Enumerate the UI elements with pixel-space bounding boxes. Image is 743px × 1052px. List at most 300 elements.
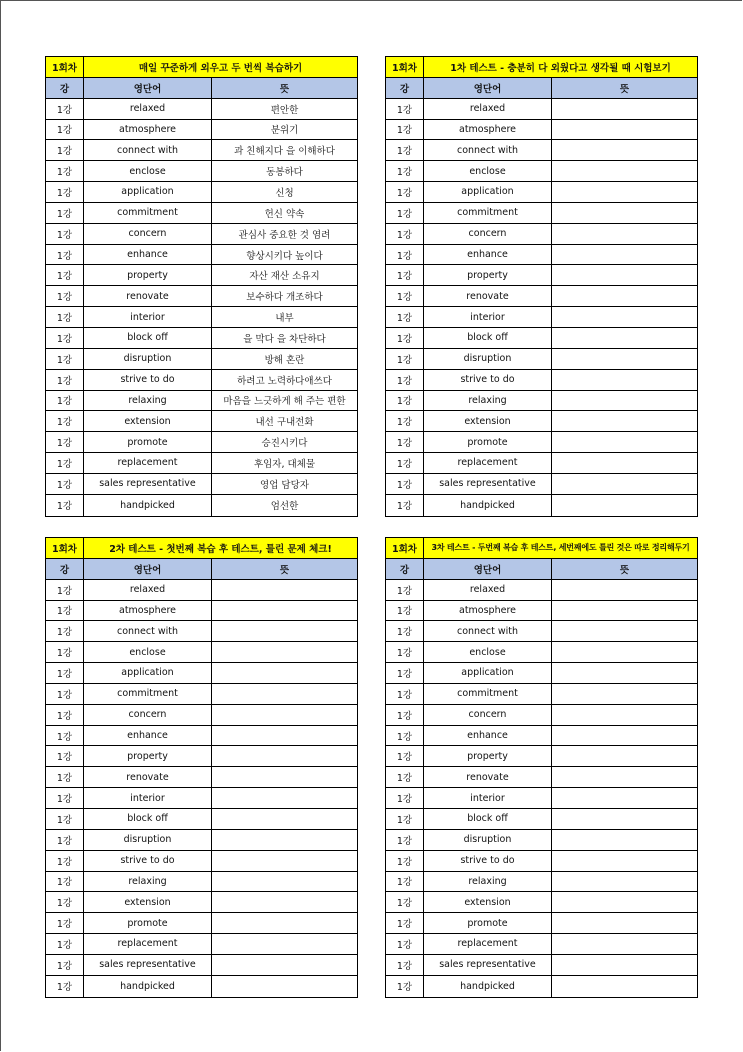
meaning-cell xyxy=(552,955,697,975)
lecture-cell: 1강 xyxy=(386,976,424,997)
table-row xyxy=(386,663,697,684)
table-row xyxy=(46,245,357,266)
round-label: 1회차 xyxy=(386,538,424,558)
word-cell: concern xyxy=(84,705,212,725)
meaning-cell xyxy=(212,809,357,829)
table-row xyxy=(386,976,697,997)
table-row xyxy=(46,370,357,391)
lecture-cell: 1강 xyxy=(386,307,424,327)
table-title-row xyxy=(386,57,697,78)
word-cell: relaxing xyxy=(84,872,212,892)
meaning-cell xyxy=(212,830,357,850)
table-row xyxy=(386,286,697,307)
word-cell: atmosphere xyxy=(424,601,552,621)
word-cell: enclose xyxy=(424,161,552,181)
word-cell: disruption xyxy=(424,830,552,850)
word-cell: block off xyxy=(424,809,552,829)
meaning-cell xyxy=(552,684,697,704)
meaning-cell xyxy=(552,746,697,766)
meaning-cell xyxy=(552,913,697,933)
word-cell: block off xyxy=(424,328,552,348)
lecture-cell: 1강 xyxy=(46,809,84,829)
meaning-cell xyxy=(552,307,697,327)
word-header: 영단어 xyxy=(84,78,212,98)
word-cell: application xyxy=(424,182,552,202)
word-cell: application xyxy=(84,182,212,202)
meaning-cell xyxy=(552,140,697,160)
word-cell: renovate xyxy=(84,767,212,787)
word-cell: property xyxy=(424,746,552,766)
table-row xyxy=(46,809,357,830)
table-row xyxy=(386,767,697,788)
meaning-cell xyxy=(212,976,357,997)
meaning-cell: 방해 혼란 xyxy=(264,354,305,366)
word-cell: extension xyxy=(84,892,212,912)
table-row xyxy=(46,328,357,349)
table-row xyxy=(386,913,697,934)
lecture-cell: 1강 xyxy=(46,913,84,933)
table-row xyxy=(46,286,357,307)
word-cell: relaxing xyxy=(424,872,552,892)
word-cell: promote xyxy=(84,913,212,933)
lecture-cell: 1강 xyxy=(386,411,424,431)
word-cell: handpicked xyxy=(424,495,552,516)
word-cell: commitment xyxy=(84,684,212,704)
lecture-cell: 1강 xyxy=(386,245,424,265)
word-cell: property xyxy=(84,265,212,285)
meaning-cell xyxy=(552,934,697,954)
lecture-cell: 1강 xyxy=(46,140,84,160)
table-row xyxy=(386,746,697,767)
word-cell: block off xyxy=(84,809,212,829)
lecture-cell: 1강 xyxy=(46,265,84,285)
lecture-cell: 1강 xyxy=(46,120,84,140)
lecture-cell: 1강 xyxy=(46,955,84,975)
vocab-table-test-3 xyxy=(385,537,698,998)
lecture-cell: 1강 xyxy=(46,663,84,683)
lecture-cell: 1강 xyxy=(46,976,84,997)
lecture-cell: 1강 xyxy=(386,621,424,641)
lecture-cell: 1강 xyxy=(386,474,424,494)
word-cell: disruption xyxy=(84,830,212,850)
table-title: 매일 꾸준하게 외우고 두 번씩 복습하기 xyxy=(84,57,357,77)
meaning-cell: 자산 재산 소유지 xyxy=(249,271,320,283)
table-row xyxy=(46,120,357,141)
word-cell: replacement xyxy=(84,934,212,954)
lecture-cell: 1강 xyxy=(46,892,84,912)
lecture-header: 강 xyxy=(46,559,84,579)
lecture-cell: 1강 xyxy=(386,851,424,871)
lecture-cell: 1강 xyxy=(386,788,424,808)
vocab-table-test-1 xyxy=(385,56,698,517)
word-cell: handpicked xyxy=(84,976,212,997)
word-cell: renovate xyxy=(84,286,212,306)
meaning-cell xyxy=(212,934,357,954)
lecture-cell: 1강 xyxy=(386,913,424,933)
lecture-cell: 1강 xyxy=(46,621,84,641)
table-row xyxy=(46,955,357,976)
table-row xyxy=(386,328,697,349)
meaning-header: 뜻 xyxy=(212,559,357,579)
word-cell: handpicked xyxy=(84,495,212,516)
lecture-cell: 1강 xyxy=(386,495,424,516)
table-row xyxy=(46,851,357,872)
table-row xyxy=(46,432,357,453)
table-row xyxy=(46,453,357,474)
meaning-cell xyxy=(552,203,697,223)
lecture-cell: 1강 xyxy=(386,182,424,202)
table-row xyxy=(386,809,697,830)
column-header-row xyxy=(46,78,357,99)
table-title-row xyxy=(386,538,697,559)
round-label: 1회차 xyxy=(46,57,84,77)
word-cell: property xyxy=(84,746,212,766)
meaning-cell xyxy=(212,684,357,704)
table-row xyxy=(386,474,697,495)
meaning-cell xyxy=(552,161,697,181)
meaning-cell xyxy=(552,224,697,244)
meaning-cell: 편안한 xyxy=(270,104,299,116)
lecture-cell: 1강 xyxy=(46,286,84,306)
word-header: 영단어 xyxy=(424,559,552,579)
lecture-cell: 1강 xyxy=(46,934,84,954)
lecture-cell: 1강 xyxy=(386,432,424,452)
word-cell: renovate xyxy=(424,767,552,787)
round-label: 1회차 xyxy=(386,57,424,77)
word-cell: strive to do xyxy=(424,851,552,871)
meaning-cell xyxy=(552,726,697,746)
column-header-row xyxy=(46,559,357,580)
table-row xyxy=(46,788,357,809)
word-cell: sales representative xyxy=(84,474,212,494)
lecture-cell: 1강 xyxy=(46,453,84,473)
lecture-cell: 1강 xyxy=(386,767,424,787)
lecture-cell: 1강 xyxy=(386,349,424,369)
table-row xyxy=(386,265,697,286)
word-cell: extension xyxy=(84,411,212,431)
meaning-cell xyxy=(552,99,697,119)
lecture-cell: 1강 xyxy=(386,120,424,140)
table-row xyxy=(46,726,357,747)
table-row xyxy=(386,684,697,705)
meaning-cell xyxy=(212,580,357,600)
table-title: 3차 테스트 - 두번째 복습 후 테스트, 세번째에도 틀린 것은 따로 정리해두기 xyxy=(424,538,697,558)
table-row xyxy=(386,161,697,182)
lecture-cell: 1강 xyxy=(386,663,424,683)
word-cell: relaxed xyxy=(424,99,552,119)
table-row xyxy=(46,705,357,726)
lecture-cell: 1강 xyxy=(386,746,424,766)
vocab-table-test-2 xyxy=(45,537,358,998)
meaning-cell: 후임자, 대체물 xyxy=(253,458,316,470)
table-row xyxy=(46,934,357,955)
lecture-cell: 1강 xyxy=(46,349,84,369)
table-row xyxy=(46,307,357,328)
table-row xyxy=(386,830,697,851)
meaning-cell xyxy=(552,851,697,871)
word-cell: connect with xyxy=(424,621,552,641)
lecture-cell: 1강 xyxy=(386,601,424,621)
vocab-table-study xyxy=(45,56,358,517)
meaning-header: 뜻 xyxy=(552,559,697,579)
meaning-cell xyxy=(552,621,697,641)
meaning-cell xyxy=(212,955,357,975)
meaning-cell xyxy=(552,432,697,452)
lecture-cell: 1강 xyxy=(46,851,84,871)
table-row xyxy=(386,495,697,516)
meaning-cell xyxy=(552,120,697,140)
lecture-cell: 1강 xyxy=(46,705,84,725)
table-row xyxy=(386,245,697,266)
lecture-cell: 1강 xyxy=(386,809,424,829)
word-cell: disruption xyxy=(84,349,212,369)
meaning-cell xyxy=(552,474,697,494)
word-cell: connect with xyxy=(424,140,552,160)
lecture-cell: 1강 xyxy=(46,830,84,850)
lecture-cell: 1강 xyxy=(386,140,424,160)
meaning-cell: 영업 담당자 xyxy=(260,479,309,491)
meaning-cell xyxy=(552,328,697,348)
meaning-cell: 보수하다 개조하다 xyxy=(246,292,323,304)
lecture-header: 강 xyxy=(46,78,84,98)
lecture-cell: 1강 xyxy=(386,726,424,746)
table-title: 2차 테스트 - 첫번째 복습 후 테스트, 틀린 문제 체크! xyxy=(84,538,357,558)
meaning-cell xyxy=(212,601,357,621)
meaning-cell: 하려고 노력하다애쓰다 xyxy=(237,375,332,387)
meaning-cell xyxy=(552,391,697,411)
table-row xyxy=(46,411,357,432)
table-row xyxy=(46,621,357,642)
word-cell: commitment xyxy=(84,203,212,223)
word-header: 영단어 xyxy=(424,78,552,98)
lecture-cell: 1강 xyxy=(46,684,84,704)
word-cell: enhance xyxy=(84,726,212,746)
meaning-cell xyxy=(552,663,697,683)
word-cell: handpicked xyxy=(424,976,552,997)
word-cell: atmosphere xyxy=(84,601,212,621)
lecture-cell: 1강 xyxy=(386,642,424,662)
table-row xyxy=(46,684,357,705)
meaning-cell xyxy=(552,601,697,621)
meaning-cell: 내선 구내전화 xyxy=(255,417,314,429)
table-row xyxy=(386,726,697,747)
word-cell: interior xyxy=(424,788,552,808)
meaning-cell xyxy=(552,872,697,892)
table-row xyxy=(46,495,357,516)
meaning-cell xyxy=(212,705,357,725)
lecture-cell: 1강 xyxy=(386,286,424,306)
word-cell: enhance xyxy=(424,245,552,265)
table-row xyxy=(46,224,357,245)
meaning-cell xyxy=(212,746,357,766)
table-row xyxy=(46,391,357,412)
meaning-cell xyxy=(212,726,357,746)
lecture-cell: 1강 xyxy=(386,224,424,244)
word-cell: concern xyxy=(424,224,552,244)
word-cell: block off xyxy=(84,328,212,348)
lecture-cell: 1강 xyxy=(46,245,84,265)
lecture-cell: 1강 xyxy=(46,203,84,223)
meaning-cell xyxy=(552,788,697,808)
table-row xyxy=(46,830,357,851)
lecture-cell: 1강 xyxy=(386,830,424,850)
meaning-cell xyxy=(552,453,697,473)
meaning-cell: 마음을 느긋하게 해 주는 편한 xyxy=(223,396,346,408)
column-header-row xyxy=(386,78,697,99)
word-cell: enclose xyxy=(424,642,552,662)
meaning-cell xyxy=(552,245,697,265)
meaning-cell xyxy=(552,642,697,662)
lecture-cell: 1강 xyxy=(386,892,424,912)
table-row xyxy=(386,580,697,601)
meaning-cell: 승진시키다 xyxy=(261,438,308,450)
table-row xyxy=(46,203,357,224)
lecture-cell: 1강 xyxy=(386,453,424,473)
meaning-cell: 향상시키다 높이다 xyxy=(246,250,323,262)
lecture-cell: 1강 xyxy=(46,767,84,787)
word-cell: replacement xyxy=(424,453,552,473)
meaning-cell xyxy=(552,495,697,516)
table-row xyxy=(386,224,697,245)
word-cell: disruption xyxy=(424,349,552,369)
table-row xyxy=(386,601,697,622)
meaning-cell: 동봉하다 xyxy=(266,167,303,179)
meaning-cell xyxy=(552,286,697,306)
table-row xyxy=(386,432,697,453)
word-cell: sales representative xyxy=(84,955,212,975)
table-row xyxy=(386,411,697,432)
word-cell: enclose xyxy=(84,161,212,181)
word-cell: connect with xyxy=(84,621,212,641)
lecture-cell: 1강 xyxy=(46,726,84,746)
meaning-cell: 헌신 약속 xyxy=(264,208,305,220)
word-cell: strive to do xyxy=(84,370,212,390)
meaning-cell xyxy=(212,851,357,871)
table-row xyxy=(46,663,357,684)
lecture-cell: 1강 xyxy=(386,265,424,285)
word-cell: atmosphere xyxy=(84,120,212,140)
lecture-cell: 1강 xyxy=(386,684,424,704)
lecture-cell: 1강 xyxy=(386,391,424,411)
table-row xyxy=(386,182,697,203)
lecture-cell: 1강 xyxy=(386,203,424,223)
table-row xyxy=(386,140,697,161)
table-row xyxy=(46,99,357,120)
table-row xyxy=(46,140,357,161)
word-cell: concern xyxy=(424,705,552,725)
meaning-cell xyxy=(212,913,357,933)
table-row xyxy=(386,370,697,391)
meaning-cell xyxy=(552,411,697,431)
lecture-cell: 1강 xyxy=(46,370,84,390)
word-cell: application xyxy=(424,663,552,683)
word-cell: property xyxy=(424,265,552,285)
meaning-cell xyxy=(212,767,357,787)
word-cell: relaxed xyxy=(84,99,212,119)
table-row xyxy=(386,453,697,474)
table-row xyxy=(386,391,697,412)
lecture-header: 강 xyxy=(386,559,424,579)
meaning-cell: 신청 xyxy=(275,187,294,199)
lecture-cell: 1강 xyxy=(46,601,84,621)
word-cell: promote xyxy=(424,432,552,452)
meaning-cell xyxy=(552,349,697,369)
table-row xyxy=(46,767,357,788)
lecture-cell: 1강 xyxy=(46,328,84,348)
word-cell: application xyxy=(84,663,212,683)
meaning-cell: 분위기 xyxy=(270,125,299,137)
lecture-cell: 1강 xyxy=(46,182,84,202)
meaning-cell xyxy=(552,809,697,829)
lecture-cell: 1강 xyxy=(386,161,424,181)
meaning-cell: 과 친해지다 을 이해하다 xyxy=(234,146,335,158)
table-row xyxy=(46,872,357,893)
meaning-cell xyxy=(552,892,697,912)
table-row xyxy=(46,746,357,767)
word-cell: enhance xyxy=(84,245,212,265)
round-label: 1회차 xyxy=(46,538,84,558)
lecture-cell: 1강 xyxy=(46,642,84,662)
meaning-cell: 관심사 중요한 것 염려 xyxy=(238,229,331,241)
table-row xyxy=(46,349,357,370)
word-cell: renovate xyxy=(424,286,552,306)
lecture-cell: 1강 xyxy=(386,370,424,390)
lecture-cell: 1강 xyxy=(386,99,424,119)
word-cell: commitment xyxy=(424,203,552,223)
meaning-cell xyxy=(212,892,357,912)
lecture-cell: 1강 xyxy=(386,872,424,892)
table-title-row xyxy=(46,57,357,78)
meaning-header: 뜻 xyxy=(552,78,697,98)
lecture-cell: 1강 xyxy=(46,224,84,244)
lecture-cell: 1강 xyxy=(386,580,424,600)
meaning-cell xyxy=(552,182,697,202)
word-cell: sales representative xyxy=(424,955,552,975)
table-row xyxy=(386,203,697,224)
lecture-cell: 1강 xyxy=(46,746,84,766)
table-row xyxy=(386,621,697,642)
table-row xyxy=(386,788,697,809)
table-row xyxy=(386,934,697,955)
word-header: 영단어 xyxy=(84,559,212,579)
word-cell: interior xyxy=(84,307,212,327)
table-row xyxy=(46,265,357,286)
table-row xyxy=(386,872,697,893)
word-cell: promote xyxy=(424,913,552,933)
meaning-cell: 내부 xyxy=(275,313,294,325)
table-row xyxy=(386,642,697,663)
lecture-cell: 1강 xyxy=(46,161,84,181)
word-cell: interior xyxy=(424,307,552,327)
meaning-cell xyxy=(212,621,357,641)
word-cell: atmosphere xyxy=(424,120,552,140)
table-row xyxy=(46,976,357,997)
lecture-cell: 1강 xyxy=(386,955,424,975)
column-header-row xyxy=(386,559,697,580)
word-cell: extension xyxy=(424,411,552,431)
word-cell: relaxing xyxy=(424,391,552,411)
table-row xyxy=(46,474,357,495)
lecture-cell: 1강 xyxy=(46,872,84,892)
meaning-cell xyxy=(212,642,357,662)
word-cell: relaxing xyxy=(84,391,212,411)
lecture-cell: 1강 xyxy=(46,99,84,119)
word-cell: strive to do xyxy=(424,370,552,390)
lecture-cell: 1강 xyxy=(46,580,84,600)
meaning-cell xyxy=(212,788,357,808)
meaning-cell xyxy=(552,830,697,850)
meaning-cell xyxy=(552,580,697,600)
